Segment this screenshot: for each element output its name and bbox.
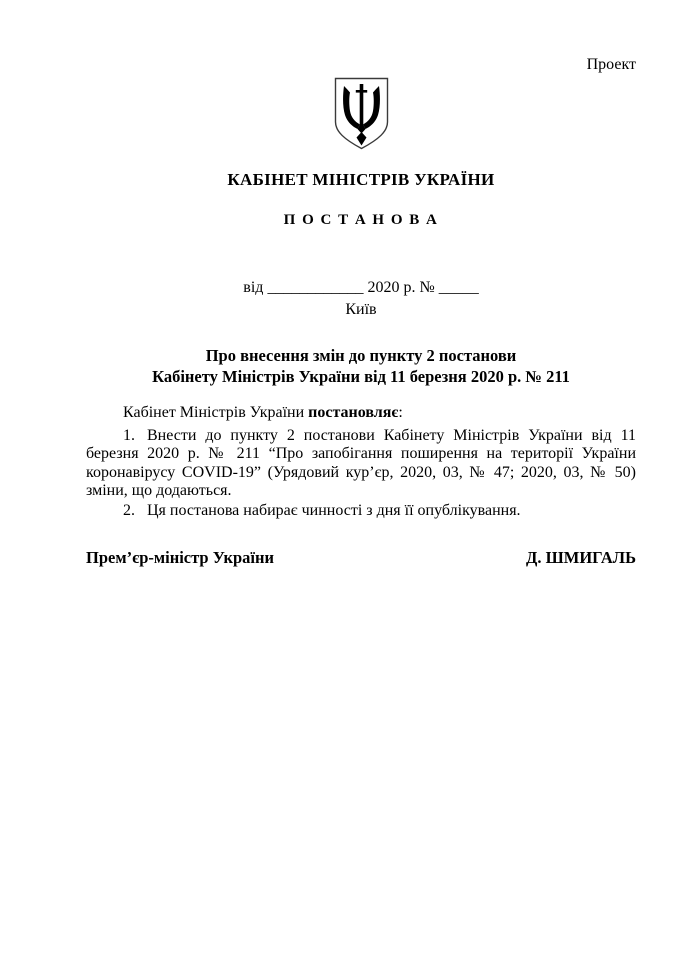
draft-label: Проект <box>586 56 636 73</box>
paragraph-2-number: 2. <box>123 501 135 519</box>
org-name: КАБІНЕТ МІНІСТРІВ УКРАЇНИ <box>227 170 495 189</box>
intro-paragraph <box>86 404 636 423</box>
intro-bold-word: постановляє <box>308 404 399 421</box>
paragraph-2 <box>86 502 636 521</box>
intro-colon: : <box>398 404 403 421</box>
document-content <box>0 56 679 567</box>
doc-title <box>86 345 636 387</box>
paragraph-1-text: Внести до пункту 2 постанови Кабінету Міністрів України від 11 березня 2020 р. № 211 “Про запобігання поширення на території України коронавірусу COVID-19” (Урядовий кур’єр, 2020, 03, № 47; 2020, 03, № 50) зміни, що додаються. <box>86 426 636 499</box>
intro-text: Кабінет Міністрів України <box>123 404 309 421</box>
doc-title-line1: Про внесення змін до пункту 2 постанови <box>205 346 517 365</box>
signer-role: Прем’єр-міністр України <box>86 548 275 567</box>
signer-name: Д. ШМИГАЛЬ <box>526 548 636 567</box>
paragraph-1 <box>86 427 636 501</box>
paragraph-2-text: Ця постанова набирає чинності з дня її опублікування. <box>147 501 521 519</box>
paragraph-1-number: 1. <box>123 426 135 444</box>
coat-of-arms <box>86 76 636 152</box>
ukraine-trident-icon <box>333 76 390 152</box>
doc-title-line2: Кабінету Міністрів України від 11 березня 2020 р. № 211 <box>152 367 570 386</box>
doc-type-heading: П О С Т А Н О В А <box>283 212 439 228</box>
signature-row <box>86 548 636 567</box>
date-number-line: від ____________ 2020 р. № _____ <box>243 279 479 296</box>
city-label: Київ <box>345 301 377 318</box>
